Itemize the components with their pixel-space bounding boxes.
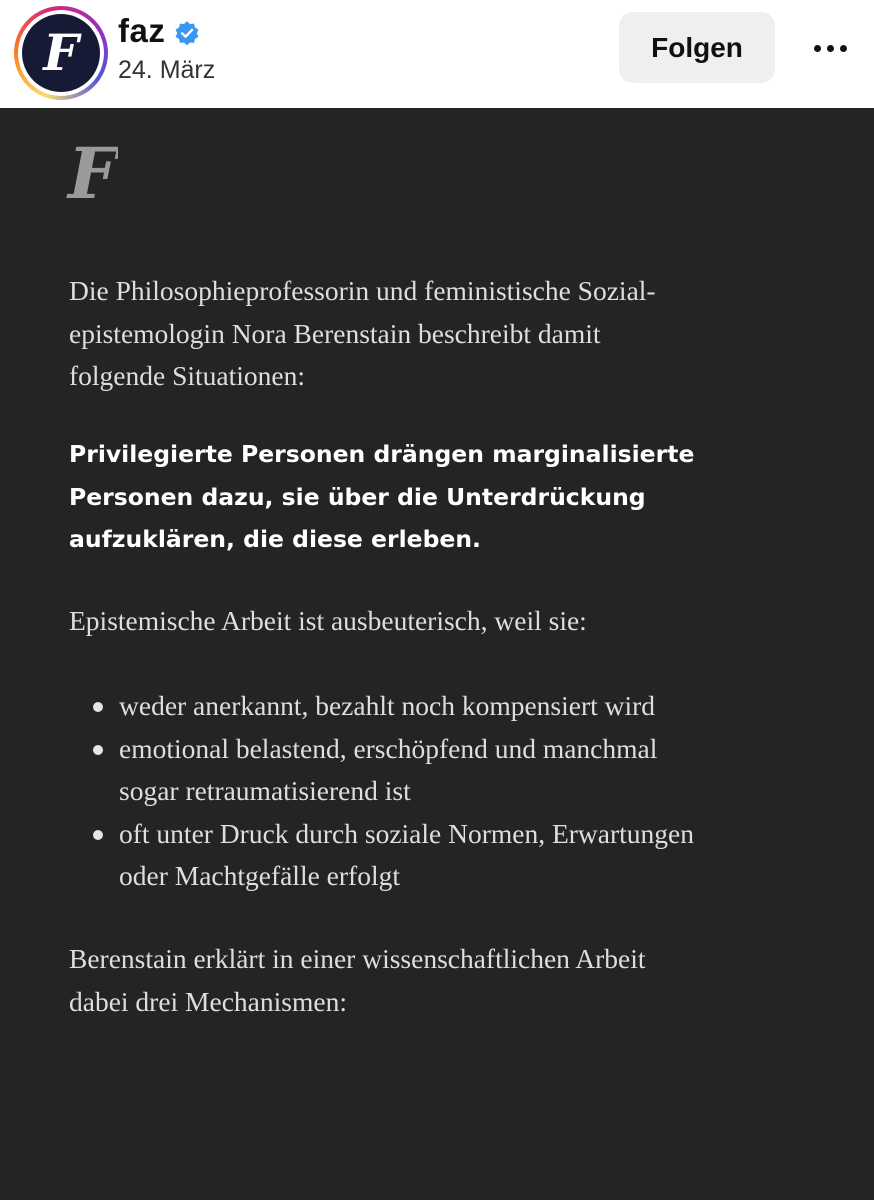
- post-header: [0, 0, 874, 108]
- avatar-letter: F: [43, 23, 79, 82]
- highlight-line: aufzuklären, die diese erleben.: [69, 525, 481, 553]
- story-ring[interactable]: [14, 6, 108, 100]
- highlight-line: Privilegierte Personen drängen marginalisierte: [69, 440, 695, 468]
- closing-line: Berenstain erklärt in einer wissenschaftlichen Arbeit: [69, 943, 646, 974]
- bullet-icon: [93, 830, 103, 840]
- bullet-list: [69, 685, 829, 898]
- highlight-line: Personen dazu, sie über die Unterdrückung: [69, 482, 646, 511]
- follow-button[interactable]: Folgen: [619, 12, 775, 83]
- post-date: 24. März: [118, 56, 216, 84]
- post-image: [0, 108, 874, 1200]
- closing-line: dabei drei Mechanismen:: [69, 985, 347, 1017]
- intro-line: epistemologin Nora Berenstain beschreibt damit: [69, 317, 601, 349]
- intro-line: Die Philosophieprofessorin und feministische Sozial-: [69, 275, 656, 306]
- list-item: [69, 728, 829, 813]
- list-item: [69, 685, 829, 728]
- avatar[interactable]: [22, 14, 100, 92]
- list-item-line: emotional belastend, erschöpfend und manchmal: [119, 732, 658, 764]
- intro-paragraph: [69, 270, 829, 398]
- svg-text:F: F: [68, 136, 118, 215]
- highlight-paragraph: [69, 433, 829, 561]
- bullet-icon: [93, 702, 103, 712]
- bullet-icon: [93, 745, 103, 755]
- account-name[interactable]: faz: [118, 12, 166, 49]
- closing-paragraph: [69, 938, 829, 1023]
- faz-logo-icon: [66, 136, 118, 220]
- list-item-line: oft unter Druck durch soziale Normen, Erwartungen: [119, 817, 695, 849]
- more-options-icon[interactable]: [800, 26, 860, 70]
- lead-paragraph: Epistemische Arbeit ist ausbeuterisch, weil sie:: [69, 605, 587, 636]
- list-item-line: sogar retraumatisierend ist: [119, 775, 411, 806]
- list-item-line: weder anerkannt, bezahlt noch kompensiert wird: [119, 690, 656, 721]
- list-item: [69, 813, 829, 898]
- list-item-line: oder Machtgefälle erfolgt: [119, 860, 400, 891]
- intro-line: folgende Situationen:: [69, 360, 305, 391]
- verified-badge-icon: [174, 20, 200, 46]
